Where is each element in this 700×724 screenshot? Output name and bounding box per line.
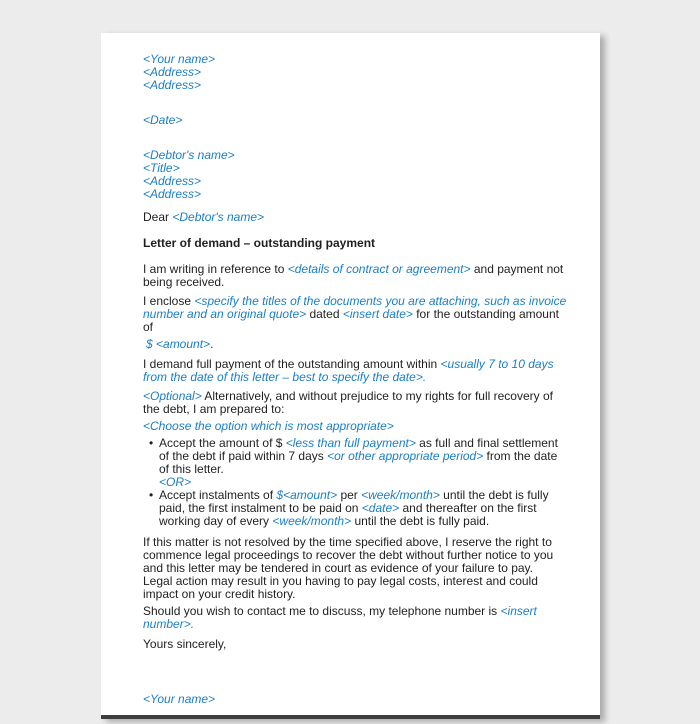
paragraph-choose-option: <Choose the option which is most appropriate> xyxy=(143,419,394,433)
paragraph-reference: I am writing in reference to <details of contract or agreement> and payment not being received. xyxy=(143,262,564,289)
bullet-icon: • xyxy=(149,436,154,450)
sender-name-line: <Your name> xyxy=(143,52,216,66)
date-line: <Date> xyxy=(143,113,183,127)
recipient-address-line-1: <Address> xyxy=(143,174,202,188)
sender-address-line-2: <Address> xyxy=(143,78,202,92)
paragraph-legal-warning: If this matter is not resolved by the time specified above, I reserve the right to commence legal proceedings to recover the debt without further notice to you and this letter may be tendered in court as evidence of your failure to pay. Legal action may result in you having to pay legal costs, interest and could impact on your credit history. xyxy=(143,535,554,601)
recipient-name-line: <Debtor's name> xyxy=(143,148,235,162)
bullet-settlement-option xyxy=(143,437,567,476)
amount-line: $ <amount>. xyxy=(146,337,214,351)
letter-document xyxy=(101,33,600,719)
salutation-line: Dear <Debtor's name> xyxy=(143,210,265,224)
recipient-block xyxy=(143,149,567,201)
paragraph-contact: Should you wish to contact me to discuss, my telephone number is <insert number>. xyxy=(143,604,537,631)
signature-name-line: <Your name> xyxy=(143,692,216,706)
paragraph-enclosure: I enclose <specify the titles of the documents you are attaching, such as invoice number and an original quote> dated <insert date> for the outstanding amount of xyxy=(143,294,567,334)
bullet-icon: • xyxy=(149,488,154,502)
paragraph-demand: I demand full payment of the outstanding amount within <usually 7 to 10 days from the date of this letter – best to specify the date>. xyxy=(143,357,554,384)
sender-address-line-1: <Address> xyxy=(143,65,202,79)
paragraph-optional-intro: <Optional> Alternatively, and without prejudice to my rights for full recovery of the debt, I am prepared to: xyxy=(143,389,553,416)
closing-line: Yours sincerely, xyxy=(143,637,227,651)
recipient-address-line-2: <Address> xyxy=(143,187,202,201)
subject-heading: Letter of demand – outstanding payment xyxy=(143,236,376,250)
or-separator-line: <OR> xyxy=(159,475,192,489)
bullet-settlement-text: Accept the amount of $ <less than full payment> as full and final settlement of the debt if paid within 7 days <or other appropriate period> from the date of this letter. xyxy=(159,436,558,476)
sender-block xyxy=(143,53,567,92)
bullet-instalment-text: Accept instalments of $<amount> per <week/month> until the debt is fully paid, the first instalment to be paid on <date> and thereafter on the first working day of every <week/month> until the debt is fully paid. xyxy=(159,488,549,528)
recipient-title-line: <Title> xyxy=(143,161,180,175)
bullet-instalment-option xyxy=(143,489,567,528)
